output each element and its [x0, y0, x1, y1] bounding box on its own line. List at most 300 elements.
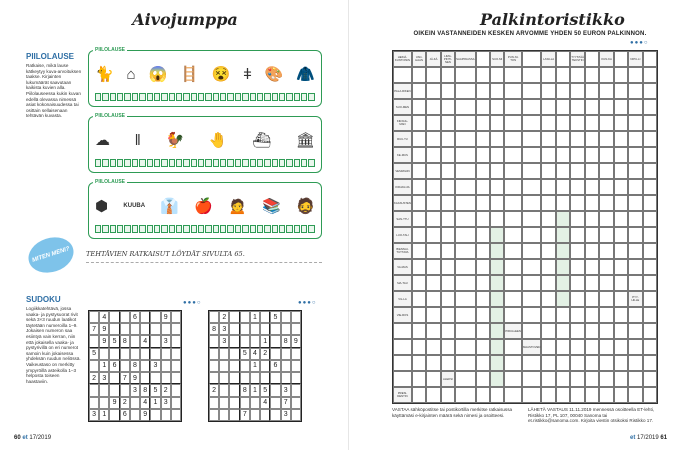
answer-cell[interactable]	[522, 371, 542, 387]
answer-cell[interactable]	[556, 83, 570, 99]
answer-cell[interactable]	[455, 275, 475, 291]
answer-cell[interactable]	[504, 147, 522, 163]
answer-cell[interactable]	[476, 99, 490, 115]
answer-cell[interactable]	[541, 259, 555, 275]
answer-cell[interactable]	[412, 355, 426, 371]
answer-cell[interactable]	[570, 147, 585, 163]
answer-cell[interactable]	[628, 243, 642, 259]
sudoku-cell[interactable]	[120, 384, 130, 396]
answer-cell[interactable]	[504, 163, 522, 179]
answer-cell[interactable]	[570, 259, 585, 275]
answer-cell[interactable]	[599, 211, 613, 227]
sudoku-cell[interactable]	[171, 360, 181, 372]
answer-cell[interactable]	[455, 259, 475, 275]
answer-cell[interactable]	[556, 163, 570, 179]
sudoku-cell[interactable]	[130, 409, 140, 421]
answer-cell[interactable]	[599, 371, 613, 387]
sudoku-cell[interactable]	[140, 323, 150, 335]
sudoku-cell[interactable]: 5	[109, 335, 119, 347]
answer-cell[interactable]	[628, 67, 642, 83]
answer-cell[interactable]	[541, 275, 555, 291]
answer-cell[interactable]	[441, 227, 455, 243]
answer-cell[interactable]	[556, 179, 570, 195]
answer-cell[interactable]	[441, 307, 455, 323]
sudoku-cell[interactable]	[150, 311, 160, 323]
answer-cell[interactable]	[504, 259, 522, 275]
answer-cell[interactable]	[522, 115, 542, 131]
answer-cell[interactable]	[426, 211, 440, 227]
answer-cell[interactable]	[541, 83, 555, 99]
answer-cell[interactable]	[643, 115, 657, 131]
answer-cell[interactable]	[541, 339, 555, 355]
sudoku-cell[interactable]: 3	[281, 384, 291, 396]
answer-cell[interactable]	[476, 131, 490, 147]
answer-cell[interactable]	[455, 307, 475, 323]
answer-cell[interactable]	[522, 99, 542, 115]
answer-cell[interactable]	[426, 371, 440, 387]
sudoku-cell[interactable]: 8	[281, 335, 291, 347]
answer-cell[interactable]	[556, 243, 570, 259]
sudoku-cell[interactable]	[240, 323, 250, 335]
answer-cell[interactable]	[541, 291, 555, 307]
answer-cell[interactable]	[556, 67, 570, 83]
answer-cell[interactable]	[490, 211, 504, 227]
answer-cell[interactable]	[585, 83, 599, 99]
sudoku-cell[interactable]	[109, 311, 119, 323]
answer-cell[interactable]	[490, 355, 504, 371]
sudoku-cell[interactable]	[140, 311, 150, 323]
sudoku-cell[interactable]	[120, 311, 130, 323]
answer-cell[interactable]	[426, 195, 440, 211]
answer-cell[interactable]	[412, 211, 426, 227]
sudoku-cell[interactable]	[150, 323, 160, 335]
answer-cell[interactable]	[541, 371, 555, 387]
answer-cell[interactable]	[504, 243, 522, 259]
sudoku-cell[interactable]	[109, 372, 119, 384]
sudoku-cell[interactable]	[270, 323, 280, 335]
answer-cell[interactable]	[628, 131, 642, 147]
answer-cell[interactable]	[455, 339, 475, 355]
answer-cell[interactable]	[599, 195, 613, 211]
answer-cell[interactable]	[441, 243, 455, 259]
answer-cell[interactable]	[628, 227, 642, 243]
answer-cell[interactable]	[643, 275, 657, 291]
sudoku-cell[interactable]	[240, 397, 250, 409]
answer-cell[interactable]	[412, 227, 426, 243]
answer-cell[interactable]	[570, 275, 585, 291]
sudoku-cell[interactable]	[120, 348, 130, 360]
answer-cell[interactable]	[614, 355, 628, 371]
sudoku-cell[interactable]: 1	[150, 397, 160, 409]
answer-cell[interactable]	[643, 387, 657, 403]
sudoku-cell[interactable]	[109, 323, 119, 335]
answer-cell[interactable]	[412, 83, 426, 99]
answer-cell[interactable]	[455, 243, 475, 259]
sudoku-cell[interactable]	[270, 409, 280, 421]
answer-cell[interactable]	[556, 387, 570, 403]
sudoku-cell[interactable]	[229, 372, 239, 384]
answer-cell[interactable]	[426, 339, 440, 355]
answer-cell[interactable]	[393, 323, 412, 339]
sudoku-cell[interactable]: 7	[281, 397, 291, 409]
answer-cell[interactable]	[426, 243, 440, 259]
answer-cell[interactable]	[570, 131, 585, 147]
sudoku-cell[interactable]: 2	[209, 384, 219, 396]
answer-cell[interactable]	[412, 243, 426, 259]
answer-cell[interactable]	[556, 275, 570, 291]
answer-cell[interactable]	[504, 67, 522, 83]
sudoku-cell[interactable]	[171, 384, 181, 396]
answer-cell[interactable]	[541, 147, 555, 163]
answer-cell[interactable]	[441, 99, 455, 115]
answer-cell[interactable]	[476, 227, 490, 243]
sudoku-cell[interactable]: 4	[140, 397, 150, 409]
sudoku-cell[interactable]: 7	[120, 372, 130, 384]
sudoku-cell[interactable]	[270, 397, 280, 409]
answer-cell[interactable]	[441, 275, 455, 291]
answer-cell[interactable]	[490, 99, 504, 115]
answer-cell[interactable]	[541, 211, 555, 227]
answer-cell[interactable]	[412, 179, 426, 195]
answer-cell[interactable]	[490, 131, 504, 147]
answer-cell[interactable]	[490, 195, 504, 211]
answer-cell[interactable]	[476, 355, 490, 371]
answer-cell[interactable]	[476, 259, 490, 275]
answer-cell[interactable]	[614, 243, 628, 259]
answer-cell[interactable]	[570, 211, 585, 227]
answer-cell[interactable]	[541, 67, 555, 83]
sudoku-cell[interactable]	[229, 397, 239, 409]
answer-cell[interactable]	[476, 387, 490, 403]
sudoku-cell[interactable]: 2	[120, 397, 130, 409]
answer-cell[interactable]	[570, 83, 585, 99]
answer-cell[interactable]	[455, 83, 475, 99]
sudoku-cell[interactable]	[171, 397, 181, 409]
answer-cell[interactable]	[643, 291, 657, 307]
answer-cell[interactable]	[522, 291, 542, 307]
answer-cell[interactable]	[455, 387, 475, 403]
sudoku-cell[interactable]: 4	[250, 348, 260, 360]
answer-boxes[interactable]	[95, 225, 315, 233]
answer-cell[interactable]	[643, 163, 657, 179]
answer-cell[interactable]	[522, 307, 542, 323]
answer-cell[interactable]	[541, 163, 555, 179]
answer-cell[interactable]	[643, 307, 657, 323]
answer-cell[interactable]	[585, 339, 599, 355]
answer-cell[interactable]	[614, 179, 628, 195]
answer-cell[interactable]	[426, 355, 440, 371]
answer-cell[interactable]	[426, 147, 440, 163]
sudoku-cell[interactable]: 9	[99, 323, 109, 335]
answer-cell[interactable]	[643, 227, 657, 243]
answer-cell[interactable]	[522, 83, 542, 99]
crossword-grid[interactable]	[392, 50, 658, 404]
answer-cell[interactable]	[522, 195, 542, 211]
answer-cell[interactable]	[441, 195, 455, 211]
sudoku-cell[interactable]	[150, 372, 160, 384]
sudoku-cell[interactable]	[240, 335, 250, 347]
answer-cell[interactable]	[490, 371, 504, 387]
answer-cell[interactable]	[643, 339, 657, 355]
answer-cell[interactable]	[585, 179, 599, 195]
answer-cell[interactable]	[585, 99, 599, 115]
sudoku-cell[interactable]	[130, 348, 140, 360]
answer-cell[interactable]	[556, 307, 570, 323]
answer-cell[interactable]	[570, 67, 585, 83]
answer-cell[interactable]	[643, 323, 657, 339]
answer-cell[interactable]	[490, 291, 504, 307]
sudoku-cell[interactable]: 9	[130, 372, 140, 384]
answer-cell[interactable]	[504, 291, 522, 307]
sudoku-cell[interactable]	[229, 311, 239, 323]
answer-cell[interactable]	[585, 291, 599, 307]
answer-cell[interactable]	[476, 115, 490, 131]
sudoku-cell[interactable]	[109, 384, 119, 396]
answer-cell[interactable]	[412, 131, 426, 147]
answer-cell[interactable]	[599, 131, 613, 147]
answer-cell[interactable]	[426, 291, 440, 307]
answer-cell[interactable]	[441, 131, 455, 147]
answer-cell[interactable]	[556, 227, 570, 243]
answer-cell[interactable]	[643, 371, 657, 387]
answer-cell[interactable]	[490, 115, 504, 131]
sudoku-cell[interactable]	[219, 384, 229, 396]
sudoku-cell[interactable]: 8	[120, 335, 130, 347]
answer-cell[interactable]	[476, 339, 490, 355]
answer-cell[interactable]	[426, 115, 440, 131]
answer-cell[interactable]	[643, 83, 657, 99]
answer-cell[interactable]	[441, 387, 455, 403]
answer-cell[interactable]	[412, 163, 426, 179]
answer-cell[interactable]	[490, 83, 504, 99]
sudoku-cell[interactable]	[89, 311, 99, 323]
answer-cell[interactable]	[426, 83, 440, 99]
answer-cell[interactable]	[628, 355, 642, 371]
sudoku-cell[interactable]: 9	[99, 335, 109, 347]
answer-cell[interactable]	[441, 291, 455, 307]
answer-cell[interactable]	[570, 339, 585, 355]
sudoku-cell[interactable]	[209, 397, 219, 409]
sudoku-cell[interactable]: 4	[99, 311, 109, 323]
answer-cell[interactable]	[412, 387, 426, 403]
sudoku-cell[interactable]: 3	[130, 384, 140, 396]
sudoku-cell[interactable]: 3	[161, 397, 171, 409]
answer-cell[interactable]	[541, 195, 555, 211]
answer-cell[interactable]	[628, 371, 642, 387]
sudoku-cell[interactable]: 5	[150, 384, 160, 396]
answer-cell[interactable]	[614, 195, 628, 211]
answer-cell[interactable]	[522, 131, 542, 147]
answer-cell[interactable]	[556, 259, 570, 275]
answer-cell[interactable]	[614, 227, 628, 243]
answer-cell[interactable]	[570, 227, 585, 243]
answer-cell[interactable]	[614, 131, 628, 147]
sudoku-cell[interactable]: 6	[120, 409, 130, 421]
answer-cell[interactable]	[628, 307, 642, 323]
sudoku-cell[interactable]	[250, 397, 260, 409]
sudoku-cell[interactable]	[260, 372, 270, 384]
sudoku-cell[interactable]: 6	[109, 360, 119, 372]
answer-cell[interactable]	[599, 99, 613, 115]
answer-cell[interactable]	[585, 67, 599, 83]
sudoku-cell[interactable]	[89, 384, 99, 396]
sudoku-cell[interactable]	[270, 372, 280, 384]
sudoku-cell[interactable]	[171, 372, 181, 384]
answer-cell[interactable]	[556, 195, 570, 211]
answer-cell[interactable]	[614, 371, 628, 387]
answer-cell[interactable]	[522, 147, 542, 163]
sudoku-cell[interactable]	[99, 397, 109, 409]
answer-cell[interactable]	[412, 323, 426, 339]
answer-cell[interactable]	[541, 227, 555, 243]
answer-cell[interactable]	[476, 371, 490, 387]
answer-cell[interactable]	[504, 371, 522, 387]
answer-cell[interactable]	[441, 83, 455, 99]
answer-cell[interactable]	[426, 67, 440, 83]
answer-cell[interactable]	[522, 387, 542, 403]
answer-cell[interactable]	[490, 67, 504, 83]
sudoku-cell[interactable]: 2	[161, 384, 171, 396]
sudoku-cell[interactable]: 5	[240, 348, 250, 360]
sudoku-cell[interactable]: 3	[99, 372, 109, 384]
answer-boxes[interactable]	[95, 159, 315, 167]
answer-cell[interactable]	[614, 211, 628, 227]
sudoku-cell[interactable]: 3	[161, 335, 171, 347]
sudoku-cell[interactable]: 1	[250, 311, 260, 323]
answer-cell[interactable]	[614, 115, 628, 131]
answer-cell[interactable]	[455, 323, 475, 339]
answer-cell[interactable]	[585, 115, 599, 131]
sudoku-cell[interactable]	[281, 372, 291, 384]
answer-cell[interactable]	[426, 163, 440, 179]
sudoku-cell[interactable]: 3	[219, 323, 229, 335]
sudoku-cell[interactable]	[219, 372, 229, 384]
sudoku-cell[interactable]	[291, 384, 301, 396]
answer-cell[interactable]	[643, 355, 657, 371]
answer-cell[interactable]	[628, 147, 642, 163]
sudoku-cell[interactable]: 3	[89, 409, 99, 421]
answer-cell[interactable]	[599, 275, 613, 291]
sudoku-cell[interactable]	[240, 360, 250, 372]
answer-cell[interactable]	[455, 371, 475, 387]
sudoku-cell[interactable]	[209, 335, 219, 347]
answer-cell[interactable]	[490, 275, 504, 291]
sudoku-cell[interactable]: 3	[219, 335, 229, 347]
answer-cell[interactable]	[476, 307, 490, 323]
sudoku-cell[interactable]: 1	[250, 360, 260, 372]
answer-cell[interactable]	[628, 195, 642, 211]
answer-cell[interactable]	[441, 115, 455, 131]
answer-cell[interactable]	[490, 339, 504, 355]
sudoku-cell[interactable]: 2	[219, 311, 229, 323]
answer-cell[interactable]	[643, 195, 657, 211]
answer-cell[interactable]	[556, 131, 570, 147]
answer-cell[interactable]	[455, 227, 475, 243]
answer-cell[interactable]	[393, 371, 412, 387]
answer-cell[interactable]	[476, 163, 490, 179]
answer-cell[interactable]	[614, 51, 628, 67]
sudoku-cell[interactable]	[229, 323, 239, 335]
answer-cell[interactable]	[599, 163, 613, 179]
sudoku-cell[interactable]: 9	[109, 397, 119, 409]
answer-cell[interactable]	[522, 67, 542, 83]
answer-cell[interactable]	[599, 387, 613, 403]
sudoku-cell[interactable]	[161, 372, 171, 384]
sudoku-cell[interactable]	[260, 311, 270, 323]
sudoku-cell[interactable]	[291, 360, 301, 372]
sudoku-cell[interactable]	[260, 360, 270, 372]
answer-cell[interactable]	[426, 323, 440, 339]
sudoku-cell[interactable]	[229, 360, 239, 372]
answer-cell[interactable]	[628, 179, 642, 195]
sudoku-cell[interactable]: 1	[99, 360, 109, 372]
answer-cell[interactable]	[522, 323, 542, 339]
sudoku-cell[interactable]	[291, 397, 301, 409]
answer-cell[interactable]	[412, 307, 426, 323]
sudoku-cell[interactable]	[281, 311, 291, 323]
answer-cell[interactable]	[490, 163, 504, 179]
sudoku-cell[interactable]	[89, 335, 99, 347]
answer-cell[interactable]	[599, 227, 613, 243]
answer-cell[interactable]	[476, 211, 490, 227]
sudoku-cell[interactable]	[161, 409, 171, 421]
answer-cell[interactable]	[614, 307, 628, 323]
answer-cell[interactable]	[412, 339, 426, 355]
sudoku-cell[interactable]	[219, 397, 229, 409]
answer-cell[interactable]	[628, 259, 642, 275]
sudoku-cell[interactable]	[89, 397, 99, 409]
answer-cell[interactable]	[490, 227, 504, 243]
sudoku-cell[interactable]	[150, 409, 160, 421]
answer-cell[interactable]	[614, 291, 628, 307]
sudoku-cell[interactable]	[240, 372, 250, 384]
answer-cell[interactable]	[599, 147, 613, 163]
answer-cell[interactable]	[585, 371, 599, 387]
sudoku-cell[interactable]	[291, 348, 301, 360]
answer-cell[interactable]	[412, 147, 426, 163]
answer-cell[interactable]	[504, 387, 522, 403]
answer-cell[interactable]	[426, 179, 440, 195]
sudoku-cell[interactable]: 7	[240, 409, 250, 421]
answer-cell[interactable]	[570, 179, 585, 195]
answer-cell[interactable]	[585, 227, 599, 243]
answer-cell[interactable]	[599, 83, 613, 99]
answer-cell[interactable]	[556, 115, 570, 131]
answer-cell[interactable]	[455, 163, 475, 179]
sudoku-cell[interactable]: 2	[260, 348, 270, 360]
answer-cell[interactable]	[628, 83, 642, 99]
sudoku-cell[interactable]: 1	[99, 409, 109, 421]
answer-cell[interactable]	[441, 163, 455, 179]
answer-cell[interactable]	[541, 243, 555, 259]
answer-cell[interactable]	[504, 195, 522, 211]
sudoku-cell[interactable]: 1	[260, 335, 270, 347]
answer-cell[interactable]	[490, 179, 504, 195]
answer-cell[interactable]	[628, 163, 642, 179]
sudoku-cell[interactable]	[161, 323, 171, 335]
answer-cell[interactable]	[455, 291, 475, 307]
answer-cell[interactable]	[585, 163, 599, 179]
answer-cell[interactable]	[643, 147, 657, 163]
sudoku-cell[interactable]	[250, 323, 260, 335]
answer-cell[interactable]	[504, 211, 522, 227]
answer-cell[interactable]	[614, 275, 628, 291]
answer-cell[interactable]	[490, 387, 504, 403]
sudoku-cell[interactable]	[209, 360, 219, 372]
sudoku-cell[interactable]	[150, 348, 160, 360]
answer-cell[interactable]	[522, 355, 542, 371]
answer-cell[interactable]	[476, 83, 490, 99]
